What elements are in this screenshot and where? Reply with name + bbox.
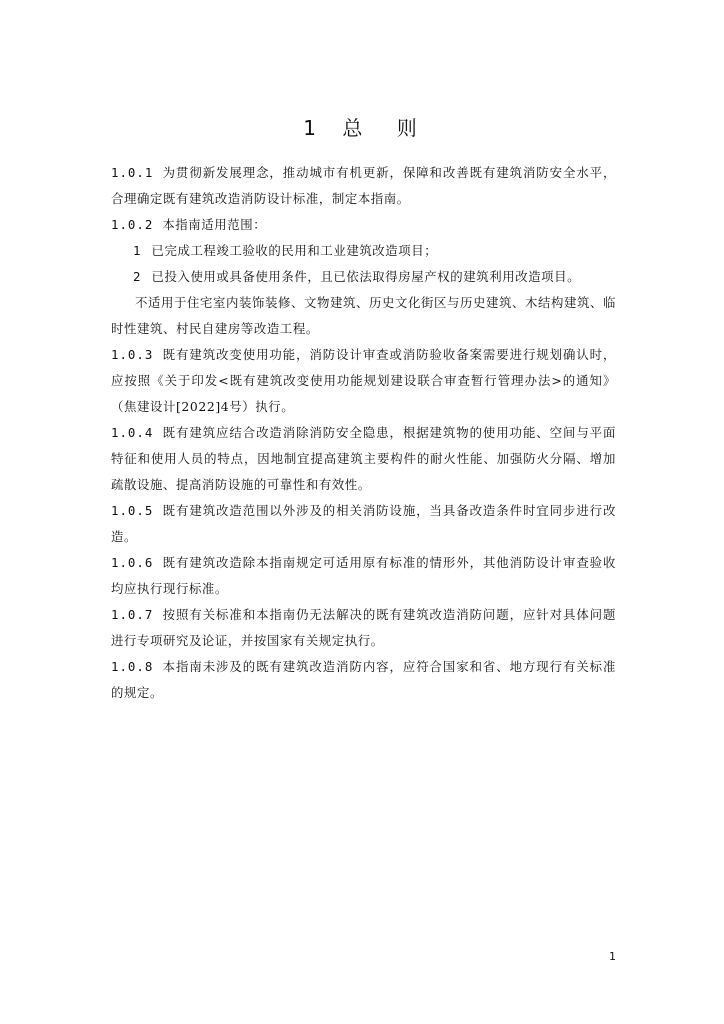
clause-number: 1.0.4 (111, 425, 154, 440)
clause-1-0-1 (111, 160, 616, 212)
clause-number: 1.0.6 (111, 555, 154, 570)
clause-text: 按照有关标准和本指南仍无法解决的既有建筑改造消防问题，应针对具体问题进行专项研究及论证，并按国家有关规定执行。 (111, 607, 616, 648)
clause-1-0-5 (111, 498, 616, 550)
sub-item-text: 已完成工程竣工验收的民用和工业建筑改造项目； (151, 243, 438, 258)
sub-item-number: 2 (133, 269, 142, 284)
chapter-title-char-1: 总 (342, 116, 367, 140)
clause-text: 既有建筑改造除本指南规定可适用原有标准的情形外，其他消防设计审查验收均应执行现行标准。 (111, 555, 616, 596)
clause-number: 1.0.3 (111, 347, 154, 362)
clause-number: 1.0.2 (111, 217, 154, 232)
clause-1-0-8 (111, 654, 616, 706)
clause-text: 本指南适用范围： (162, 217, 267, 232)
clause-text: 既有建筑应结合改造消除消防安全隐患，根据建筑物的使用功能、空间与平面特征和使用人员的特点，因地制宜提高建筑主要构件的耐火性能、加强防火分隔、增加疏散设施、提高消防设施的可靠性和有效性。 (111, 425, 616, 492)
chapter-title-char-2: 则 (396, 116, 421, 140)
clause-number: 1.0.7 (111, 607, 154, 622)
clause-1-0-4 (111, 420, 616, 498)
clause-number: 1.0.5 (111, 503, 154, 518)
clause-1-0-6 (111, 550, 616, 602)
clause-number: 1.0.1 (111, 165, 154, 180)
clause-1-0-3 (111, 342, 616, 420)
chapter-body (111, 160, 616, 706)
paragraph-text: 不适用于住宅室内装饰装修、文物建筑、历史文化街区与历史建筑、木结构建筑、临时性建筑、村民自建房等改造工程。 (111, 295, 616, 336)
clause-1-0-7 (111, 602, 616, 654)
sub-item-1 (111, 238, 616, 264)
chapter-title (0, 112, 724, 141)
clause-text: 本指南未涉及的既有建筑改造消防内容，应符合国家和省、地方现行有关标准的规定。 (111, 659, 616, 700)
sub-item-2 (111, 264, 616, 290)
clause-text: 既有建筑改变使用功能，消防设计审查或消防验收备案需要进行规划确认时，应按照《关于印发<既有建筑改变使用功能规划建设联合审查暂行管理办法>的通知》（焦建设计[2022]4号）执行。 (111, 347, 616, 414)
chapter-number: 1 (303, 116, 320, 140)
clause-text: 为贯彻新发展理念，推动城市有机更新，保障和改善既有建筑消防安全水平，合理确定既有建筑改造消防设计标准，制定本指南。 (111, 165, 616, 206)
sub-item-number: 1 (133, 243, 142, 258)
sub-item-text: 已投入使用或具备使用条件，且已依法取得房屋产权的建筑利用改造项目。 (151, 269, 581, 284)
clause-text: 既有建筑改造范围以外涉及的相关消防设施，当具备改造条件时宜同步进行改造。 (111, 503, 616, 544)
clause-number: 1.0.8 (111, 659, 154, 674)
page-number: 1 (609, 950, 616, 963)
clause-1-0-2 (111, 212, 616, 238)
exclusion-paragraph (111, 290, 616, 342)
